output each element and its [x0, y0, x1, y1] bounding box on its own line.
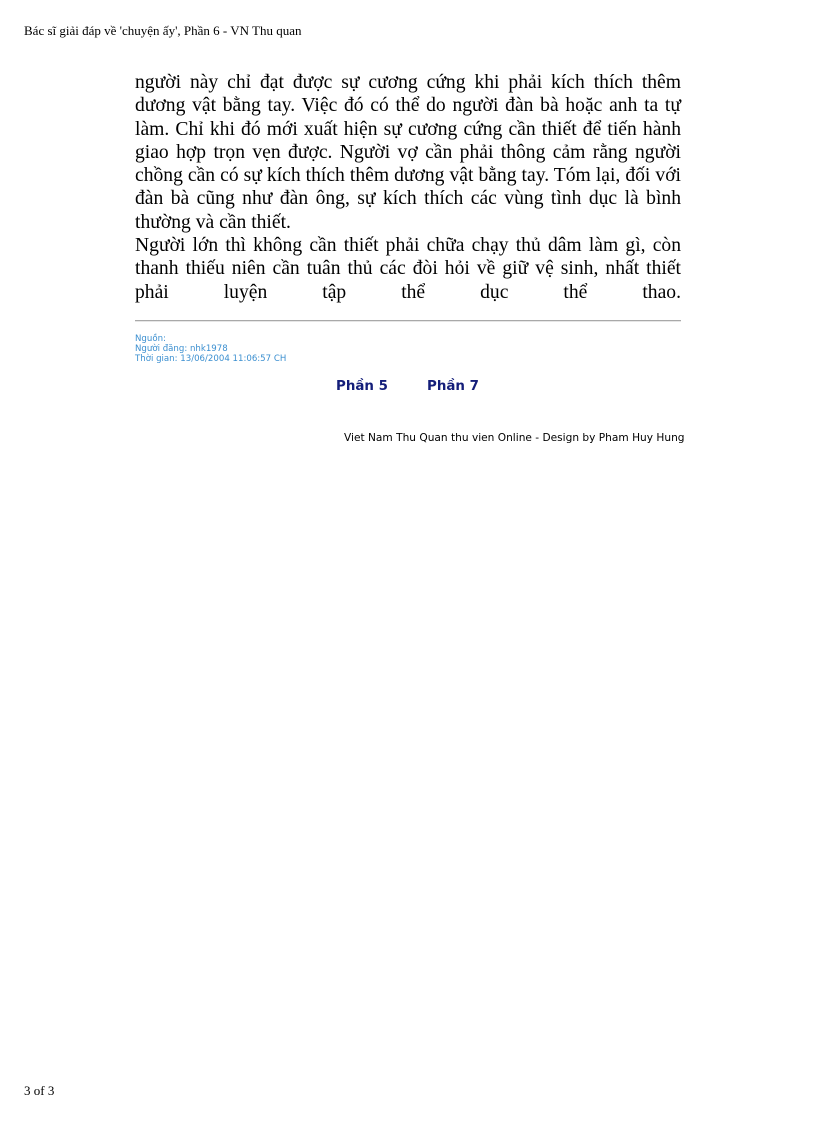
- article-meta: [135, 334, 286, 364]
- article-body: [135, 71, 681, 304]
- next-part-link[interactable]: Phần 7: [427, 379, 479, 394]
- print-header-title: Bác sĩ giải đáp về 'chuyện ấy', Phần 6 - VN Thu quan: [24, 23, 302, 38]
- article-paragraph: người này chỉ đạt được sự cương cứng khi phải kích thích thêm dương vật bằng tay. Việc đó có thể do người đàn bà hoặc anh ta tự làm. Chỉ khi đó mới xuất hiện sự cương cứng cần thiết để tiến hành giao hợp trọn vẹn được. Người vợ cần phải thông cảm rằng người chồng cần có sự kích thích thêm dương vật bằng tay. Tóm lại, đối với đàn bà cũng như đàn ông, sự kích thích các vùng tình dục là bình thường và cần thiết.: [135, 72, 681, 233]
- prev-part-link[interactable]: Phần 5: [336, 379, 388, 394]
- content-divider: [135, 320, 681, 322]
- article-paragraph: Người lớn thì không cần thiết phải chữa chạy thủ dâm làm gì, còn thanh thiếu niên cần tuân thủ các đòi hỏi về giữ vệ sinh, nhất thiết phải luyện tập thể dục thể thao.: [135, 235, 681, 303]
- site-credit: Viet Nam Thu Quan thu vien Online - Design by Pham Huy Hung: [344, 432, 685, 444]
- poster-label: Người đăng: nhk1978: [135, 344, 228, 354]
- print-page-count: 3 of 3: [24, 1083, 55, 1098]
- source-label: Nguồn:: [135, 334, 166, 344]
- post-time-label: Thời gian: 13/06/2004 11:06:57 CH: [135, 354, 287, 364]
